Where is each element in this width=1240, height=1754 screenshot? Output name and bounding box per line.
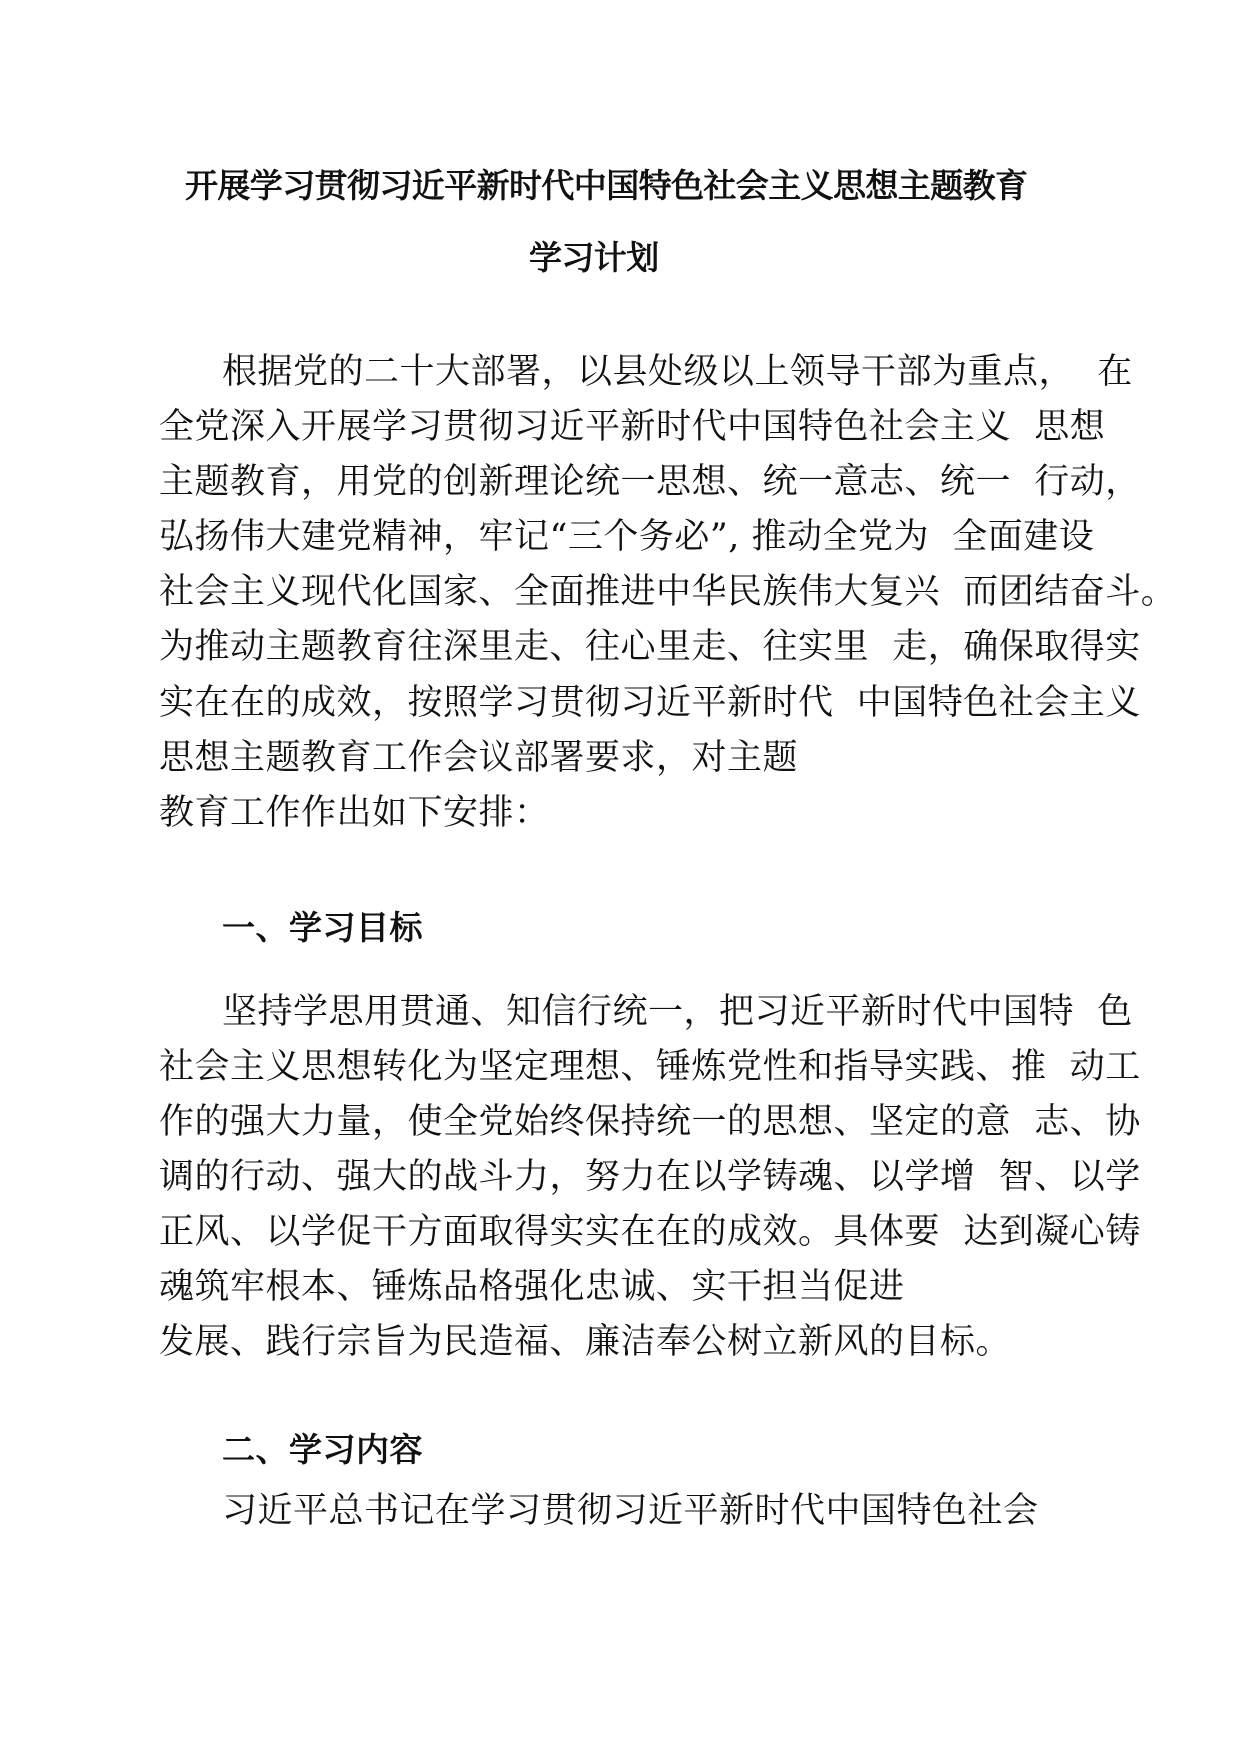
intro-line-9: 教育工作作出如下安排： xyxy=(159,793,550,833)
document-title-line-1: 开展学习贯彻习近平新时代中国特色社会主义思想主题教育 xyxy=(185,166,1028,205)
intro-line-3: 主题教育，用党的创新理论统一思想、统一意志、统一 行动， xyxy=(159,462,1141,502)
goals-line-5: 正风、以学促干方面取得实实在在的成效。具体要 达到凝心铸 xyxy=(159,1212,1141,1252)
goals-line-7: 发展、践行宗旨为民造福、廉洁奉公树立新风的目标。 xyxy=(159,1322,1012,1362)
section-heading-content: 二、学习内容 xyxy=(222,1430,423,1469)
intro-line-7: 实在在的成效，按照学习贯彻习近平新时代 中国特色社会主义 xyxy=(159,683,1141,723)
intro-line-6: 为推动主题教育往深里走、往心里走、往实里 走，确保取得实 xyxy=(159,627,1141,667)
goals-line-6: 魂筑牢根本、锤炼品格强化忠诚、实干担当促进 xyxy=(159,1267,905,1307)
intro-line-8: 思想主题教育工作会议部署要求，对主题 xyxy=(159,738,799,778)
intro-line-1: 根据党的二十大部署，以县处级以上领导干部为重点， 在 xyxy=(222,352,1133,392)
intro-line-5: 社会主义现代化国家、全面推进中华民族伟大复兴 而团结奋斗。 xyxy=(159,572,1177,612)
goals-line-2: 社会主义思想转化为坚定理想、锤炼党性和指导实践、推 动工 xyxy=(159,1047,1141,1087)
content-line-1: 习近平总书记在学习贯彻习近平新时代中国特色社会 xyxy=(222,1491,1039,1531)
goals-line-3: 作的强大力量，使全党始终保持统一的思想、坚定的意 志、协 xyxy=(159,1102,1141,1142)
goals-line-4: 调的行动、强大的战斗力，努力在以学铸魂、以学增 智、以学 xyxy=(159,1157,1141,1197)
intro-line-2: 全党深入开展学习贯彻习近平新时代中国特色社会主义 思想 xyxy=(159,407,1106,447)
goals-line-1: 坚持学思用贯通、知信行统一，把习近平新时代中国特 色 xyxy=(222,992,1133,1032)
document-title-line-2: 学习计划 xyxy=(529,238,659,277)
section-heading-goals: 一、学习目标 xyxy=(222,908,423,947)
intro-line-4: 弘扬伟大建党精神，牢记“三个务必”, 推动全党为 全面建设 xyxy=(159,517,1095,557)
